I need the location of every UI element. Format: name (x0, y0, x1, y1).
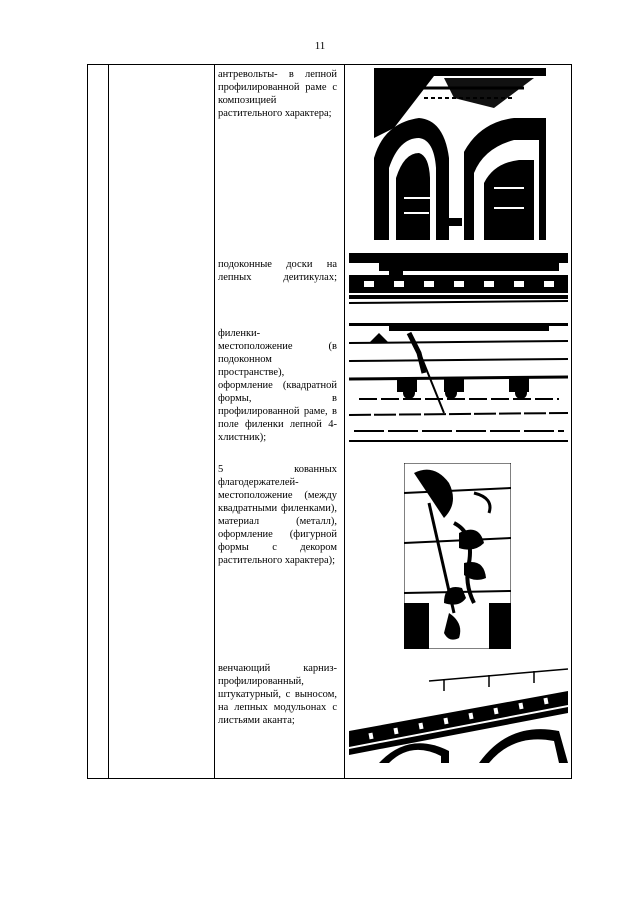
row-4-description: 5 кованных флагодержателей- местоположение (между квадратными филенками), материал (металл), оформление (фигурной формы с декором растительного характера); (218, 464, 337, 566)
column-divider-1 (108, 65, 109, 778)
row-5-description: венчающий карниз- профилированный, штукатурный, с выносом, на лепных модульонах с листьями аканта; (218, 663, 337, 726)
square-panels-photo (349, 323, 568, 445)
row-3-description: филенки- местоположение (в подоконном пространстве), оформление (квадратной формы, в профилированной раме, в поле филенки лепной 4-хлистник); (218, 328, 337, 443)
crowning-cornice-photo (349, 661, 568, 763)
window-sill-dentils-photo (349, 253, 568, 307)
column-divider-3 (344, 65, 345, 778)
arch-with-molded-frame-photo (374, 68, 546, 240)
column-divider-2 (214, 65, 215, 778)
row-2-description: подоконные доски на лепных деитикулах; (218, 259, 337, 283)
page-number: 11 (314, 40, 326, 52)
forged-flag-holder-photo (404, 463, 511, 649)
row-1-description: антревольты- в лепной профилированной раме с композицией растительного характера; (218, 69, 337, 119)
